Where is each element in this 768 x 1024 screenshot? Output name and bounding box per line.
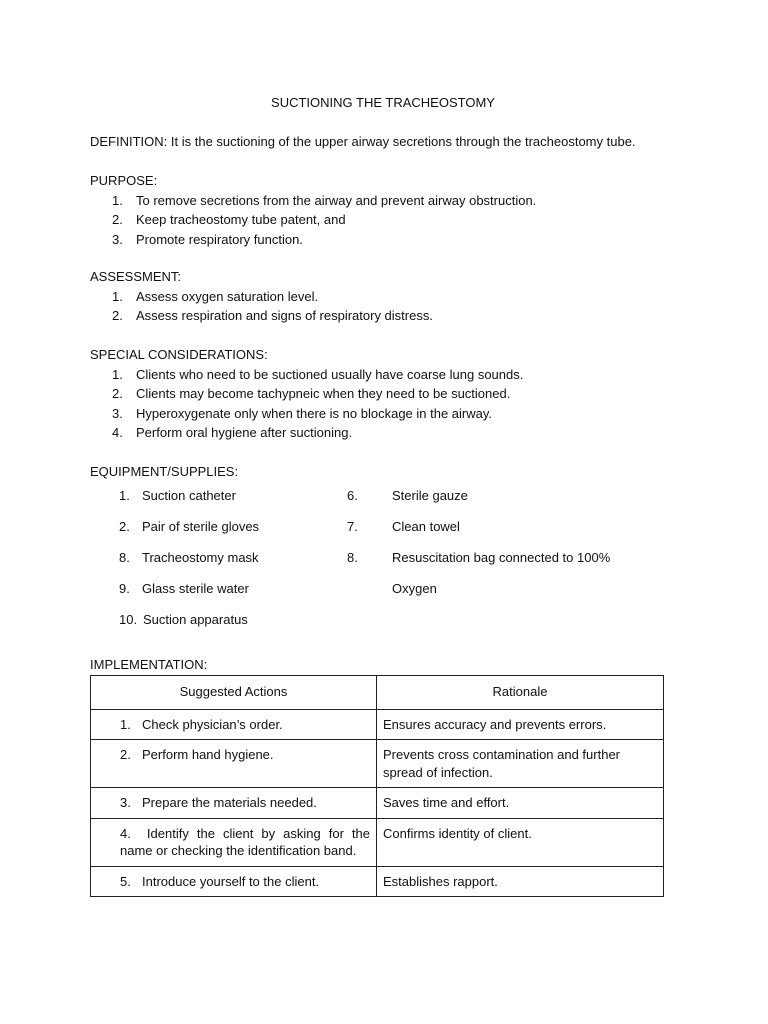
action-cell: 4. Identify the client by asking for the name or checking the identification band. <box>91 818 377 866</box>
rationale-cell: Prevents cross contamination and further spread of infection. <box>377 740 664 788</box>
assessment-heading: ASSESSMENT: <box>90 269 182 284</box>
list-item: 3. Promote respiratory function. <box>112 231 303 247</box>
list-item: 1. Suction catheter 6. Sterile gauze <box>119 488 468 503</box>
list-item: 9. Glass sterile water Oxygen <box>119 581 437 596</box>
rationale-cell: Establishes rapport. <box>377 866 664 897</box>
document-title: SUCTIONING THE TRACHEOSTOMY <box>271 95 495 110</box>
table-row <box>91 709 664 740</box>
list-item: 1. Clients who need to be suctioned usually have coarse lung sounds. <box>112 366 524 382</box>
list-item: 2. Keep tracheostomy tube patent, and <box>112 212 346 227</box>
action-cell: 2. Perform hand hygiene. <box>91 740 377 788</box>
rationale-cell: Saves time and effort. <box>377 788 664 819</box>
assessment-section <box>90 267 680 326</box>
action-cell: 1. Check physician’s order. <box>91 709 377 740</box>
special-considerations-list <box>90 365 680 443</box>
table-header-row <box>91 676 664 710</box>
equipment-heading: EQUIPMENT/SUPPLIES: <box>90 464 239 479</box>
special-considerations-heading: SPECIAL CONSIDERATIONS: <box>90 347 268 362</box>
rationale-cell: Ensures accuracy and prevents errors. <box>377 709 664 740</box>
special-considerations-section <box>90 345 680 443</box>
table-row <box>91 866 664 897</box>
action-cell: 3. Prepare the materials needed. <box>91 788 377 819</box>
list-item: 3. Hyperoxygenate only when there is no blockage in the airway. <box>112 405 493 421</box>
list-item: 2. Clients may become tachypneic when they need to be suctioned. <box>112 386 511 401</box>
table-row <box>91 740 664 788</box>
purpose-list <box>90 191 680 250</box>
implementation-table <box>90 675 664 897</box>
table-row <box>91 788 664 819</box>
assessment-list <box>90 287 680 326</box>
purpose-heading: PURPOSE: <box>90 173 158 188</box>
column-header-actions: Suggested Actions <box>91 676 377 710</box>
list-item: 2. Assess respiration and signs of respiratory distress. <box>112 308 433 323</box>
definition-paragraph: DEFINITION: It is the suctioning of the upper airway secretions through the tracheostomy tube. <box>90 134 636 149</box>
action-cell: 5. Introduce yourself to the client. <box>91 866 377 897</box>
column-header-rationale: Rationale <box>377 676 664 710</box>
list-item: 8. Tracheostomy mask 8. Resuscitation bag connected to 100% <box>119 550 611 565</box>
list-item: 1. Assess oxygen saturation level. <box>112 288 319 304</box>
rationale-cell: Confirms identity of client. <box>377 818 664 866</box>
implementation-heading: IMPLEMENTATION: <box>90 657 208 672</box>
purpose-section <box>90 171 680 249</box>
list-item: 2. Pair of sterile gloves 7. Clean towel <box>119 519 460 534</box>
list-item: 1. To remove secretions from the airway and prevent airway obstruction. <box>112 192 537 208</box>
table-row <box>91 818 664 866</box>
list-item: 10. Suction apparatus <box>119 612 248 627</box>
list-item: 4. Perform oral hygiene after suctioning. <box>112 425 353 440</box>
